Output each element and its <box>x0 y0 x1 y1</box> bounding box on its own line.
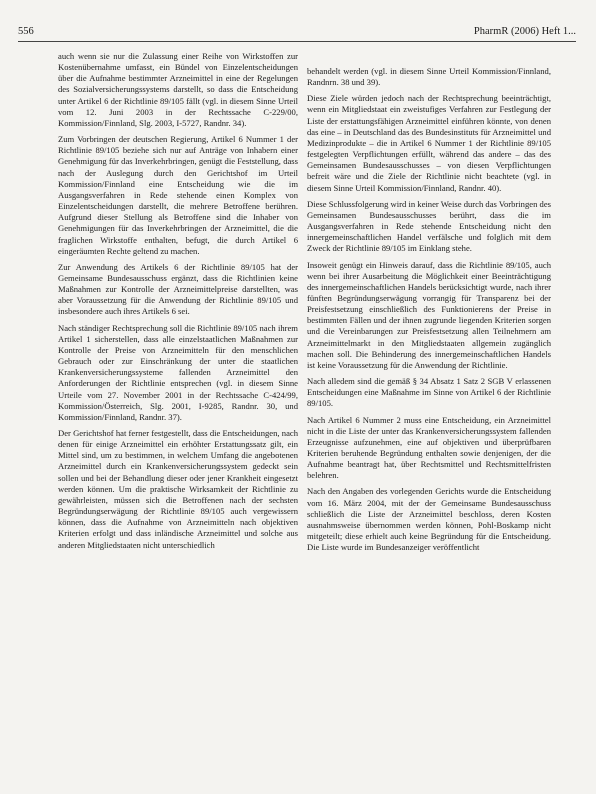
paragraph: Zum Vorbringen der deutschen Regierung, Artikel 6 Nummer 1 der Richtlinie 89/105 beziehe sich nur auf Anträge von Inhabern einer Genehmigung für das Inverkehrbringen, genügt die Feststellung, dass nach der Auslegung durch den Gerichtshof im Urteil Kommission/Finnland eine Entscheidung wie die im Ausgangsverfahren in Rede stehende einen Komplex von Einzelentscheidungen darstellt, die mehrere Betroffene berühren. Aufgrund dieser Stellung als Betroffene sind die Inhaber von Genehmigungen für das Inverkehrbringen der Arzneimittel, die die fraglichen Wirkstoffe enthalten, befugt, die durch Artikel 6 eingeräumten Rechte geltend zu machen. <box>58 134 298 256</box>
left-column <box>58 51 298 556</box>
paragraph: Nach alledem sind die gemäß § 34 Absatz 1 Satz 2 SGB V erlassenen Entscheidungen eine Maßnahme im Sinne von Artikel 6 der Richtlinie 89/105. <box>307 376 551 409</box>
paragraph: Der Gerichtshof hat ferner festgestellt, dass die Entscheidungen, nach denen für einige Arzneimittel ein erhöhter Erstattungssatz gilt, ein Mittel sind, um zu bestimmen, in welchem Umfang die angebotenen Arzneimittel durch ein Krankenversicherungssystem gedeckt sein sollen und bei der Behandlung dieser oder jener Krankheit eingesetzt werden können. Um die praktische Wirksamkeit der Richtlinie zu gewährleisten, müssen sich die Betroffenen nach der sechsten Begründungserwägung der Richtlinie 89/105 auch vergewissern können, dass die Aufnahme von Arzneimitteln nach objektiven Kriterien erfolgt und dass inländische Arzneimittel und solche aus anderen Mitgliedstaaten nicht unterschiedlich <box>58 428 298 550</box>
header-rule <box>18 41 576 42</box>
paragraph: Nach den Angaben des vorlegenden Gerichts wurde die Entscheidung vom 16. März 2004, mit der der Gemeinsame Bundesausschuss schließlich die Liste der Arzneimittel beschloss, deren Kosten ausnahmsweise übernommen werden können, Pohl-Boskamp nicht mitgeteilt; diese erhielt auch keine Begründung für die Entscheidung. Die Liste wurde im Bundesanzeiger veröffentlicht <box>307 486 551 553</box>
paragraph: Insoweit genügt ein Hinweis darauf, dass die Richtlinie 89/105, auch wenn bei ihrer Ausarbeitung die Möglichkeit einer Beeinträchtigung des innergemeinschaftlichen Handels berücksichtigt wurde, nach ihrer fünften Begründungserwägung vorrangig für Transparenz bei der Preisfestsetzung einschließlich des Funktionierens der Preise in bestimmten Fällen und der ihnen zugrunde liegenden Kriterien sorgen und die Vereinbarungen zur Preisfestsetzung allen Teilnehmern am Arzneimittelmarkt in den Mitgliedstaaten allgemein zugänglich machen soll. Die Behinderung des innergemeinschaftlichen Handels ist keine Voraussetzung für die Anwendung der Richtlinie. <box>307 259 551 370</box>
paragraph: auch wenn sie nur die Zulassung einer Reihe von Wirkstoffen zur Kostenübernahme umfasst, ein Bündel von Einzelentscheidungen über die Aufnahme bestimmter Arzneimittel in eine der Regelungen des Sozialversicherungssystems darstellt, so dass die Entscheidung unter Artikel 6 der Richtlinie 89/105 fällt (vgl. in diesem Sinne Urteil vom 12. Juni 2003 in der Rechtssache C-229/00, Kommission/Finnland, Slg. 2003, I-5727, Randnr. 34). <box>58 51 298 128</box>
page-number: 556 <box>18 26 34 37</box>
paragraph: Nach Artikel 6 Nummer 2 muss eine Entscheidung, ein Arzneimittel nicht in die Liste der unter das Krankenversicherungssystem fallenden Erzeugnisse aufzunehmen, eine auf objektiven und überprüfbaren Kriterien beruhende Begründung enthalten sowie denjenigen, der die Aufnahme beantragt hat, über Rechtsmittel und Rechtsmittelfristen belehren. <box>307 414 551 481</box>
paragraph: Diese Ziele würden jedoch nach der Rechtsprechung beeinträchtigt, wenn ein Mitgliedstaat ein zweistufiges Verfahren zur Festlegung der Liste der erstattungsfähigen Arzneimittel einführen könnte, von denen das eine – in Deutschland das des Bundesinstituts für Arzneimittel und Medizinprodukte – die in Artikel 6 Nummer 1 der Richtlinie 89/105 festgelegten Verpflichtungen erfüllt, während das andere – das des Gemeinsamen Bundesausschusses – von diesen Verpflichtungen befreit wäre und die Ziele der Richtlinie nicht beachtete (vgl. in diesem Sinne Urteil Kommission/Finnland, Randnr. 40). <box>307 93 551 193</box>
paragraph: Zur Anwendung des Artikels 6 der Richtlinie 89/105 hat der Gemeinsame Bundesausschuss ergänzt, dass die Richtlinien keine Maßnahmen zur Kontrolle der Arzneimittelpreise darstellten, was aber Voraussetzung für die Anwendung der Richtlinie 89/105 und insbesondere auch ihres Artikels 6 sei. <box>58 261 298 317</box>
page-header <box>18 26 576 42</box>
right-column <box>307 66 551 558</box>
paragraph: behandelt werden (vgl. in diesem Sinne Urteil Kommission/Finnland, Randnrn. 38 und 39). <box>307 66 551 88</box>
paragraph: Diese Schlussfolgerung wird in keiner Weise durch das Vorbringen des Gemeinsamen Bundesausschusses berührt, dass die im Ausgangsverfahren in Rede stehende Entscheidung nicht den innergemeinschaftlichen Handel verfälsche und folglich mit dem Zweck der Richtlinie 89/105 im Einklang stehe. <box>307 198 551 254</box>
paragraph: Nach ständiger Rechtsprechung soll die Richtlinie 89/105 nach ihrem Artikel 1 sicherstellen, dass alle einzelstaatlichen Maßnahmen zur Kontrolle der Preise von Arzneimitteln für den menschlichen Gebrauch oder zur Einschränkung der unter die staatlichen Krankenversicherungssysteme fallenden Arzneimittel den Anforderungen der Richtlinie entsprechen (vgl. in diesem Sinne Urteile vom 27. November 2001 in der Rechtssache C-424/99, Kommission/Österreich, Slg. 2001, I-9285, Randnr. 30, und Kommission/Finnland, Randnr. 37). <box>58 322 298 422</box>
journal-citation: PharmR (2006) Heft 1... <box>473 26 576 37</box>
